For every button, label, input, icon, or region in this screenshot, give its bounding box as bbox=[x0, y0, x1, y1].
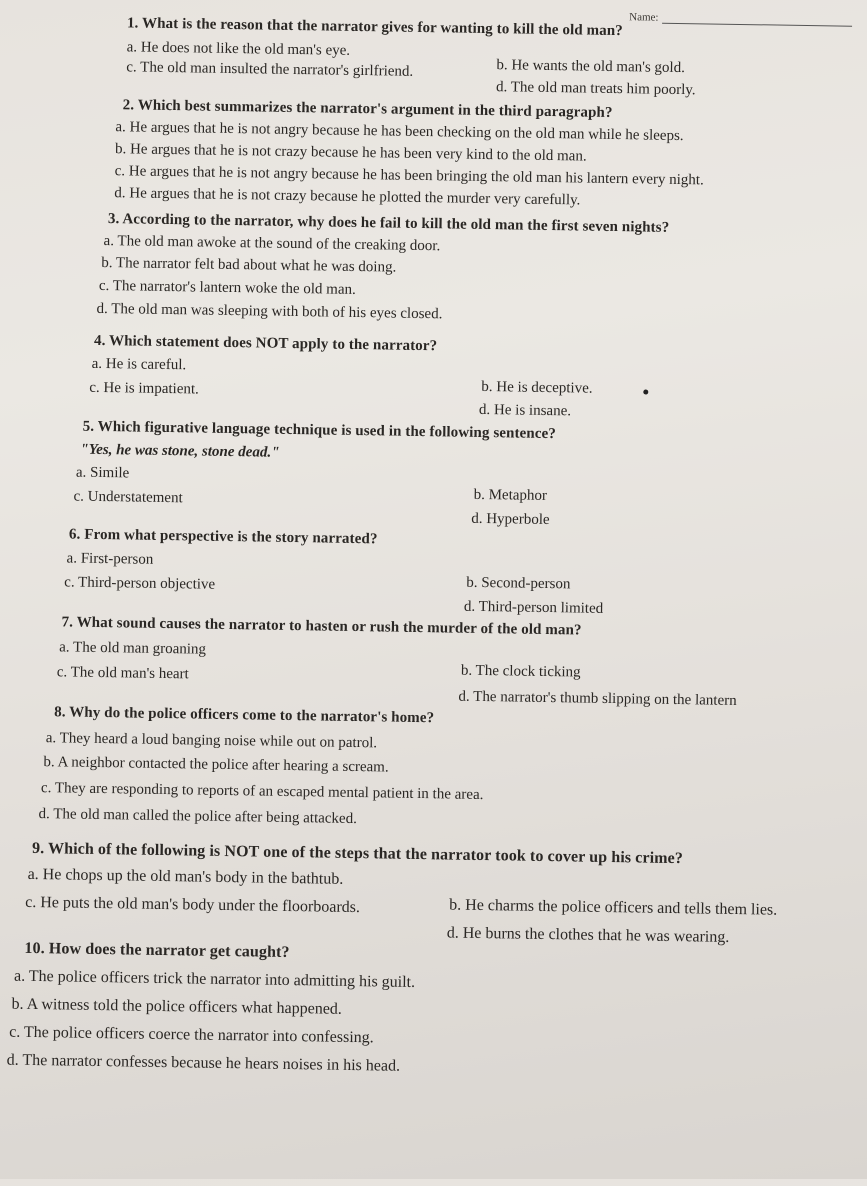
q6-option-c: c. Third-person objective bbox=[64, 574, 216, 593]
name-label: Name: bbox=[629, 11, 659, 24]
q4-option-d: d. He is insane. bbox=[478, 401, 572, 420]
q6-option-d: d. Third-person limited bbox=[463, 598, 604, 617]
question-2: 2. Which best summarizes the narrator's argument in the third paragraph? bbox=[122, 97, 613, 121]
q6-option-b: b. Second-person bbox=[466, 574, 571, 593]
q3-option-c: c. The narrator's lantern woke the old man. bbox=[98, 277, 356, 298]
q5-quote: "Yes, he was stone, stone dead." bbox=[80, 441, 280, 461]
q3-option-d: d. The old man was sleeping with both of his eyes closed. bbox=[96, 300, 443, 323]
q10-option-d: d. The narrator confesses because he hears noises in his head. bbox=[6, 1051, 401, 1075]
q2-option-d: d. He argues that he is not crazy because he plotted the murder very carefully. bbox=[114, 185, 581, 209]
question-8: 8. Why do the police officers come to the narrator's home? bbox=[54, 704, 435, 727]
q5-option-a: a. Simile bbox=[75, 464, 130, 482]
q1-option-d: d. The old man treats him poorly. bbox=[495, 79, 696, 99]
q7-option-a: a. The old man groaning bbox=[59, 639, 207, 658]
q8-option-d: d. The old man called the police after being attacked. bbox=[38, 806, 358, 828]
q3-option-b: b. The narrator felt bad about what he was doing. bbox=[101, 254, 397, 276]
question-7: 7. What sound causes the narrator to hasten or rush the murder of the old man? bbox=[61, 614, 582, 639]
q1-option-b: b. He wants the old man's gold. bbox=[496, 57, 686, 77]
q5-option-b: b. Metaphor bbox=[473, 486, 548, 504]
question-3: 3. According to the narrator, why does he fail to kill the old man the first seven nights? bbox=[107, 211, 670, 236]
q6-option-a: a. First-person bbox=[66, 550, 154, 568]
q5-option-d: d. Hyperbole bbox=[471, 510, 550, 529]
q7-option-b: b. The clock ticking bbox=[460, 662, 581, 681]
question-1: 1. What is the reason that the narrator gives for wanting to kill the old man? bbox=[126, 15, 623, 40]
q4-option-c: c. He is impatient. bbox=[89, 379, 199, 398]
question-6: 6. From what perspective is the story narrated? bbox=[68, 526, 378, 548]
q9-option-c: c. He puts the old man's body under the floorboards. bbox=[25, 893, 361, 917]
question-5: 5. Which figurative language technique is used in the following sentence? bbox=[82, 418, 557, 443]
question-10: 10. How does the narrator get caught? bbox=[24, 939, 290, 961]
pen-dot-mark bbox=[643, 389, 648, 394]
q10-option-a: a. The police officers trick the narrator into admitting his guilt. bbox=[13, 967, 416, 991]
q2-option-a: a. He argues that he is not angry because he has been checking on the old man while he sleeps. bbox=[115, 119, 684, 145]
question-4: 4. Which statement does NOT apply to the narrator? bbox=[93, 332, 438, 355]
q7-option-c: c. The old man's heart bbox=[56, 664, 189, 683]
q4-option-a: a. He is careful. bbox=[91, 355, 187, 374]
q1-option-c: c. The old man insulted the narrator's girlfriend. bbox=[126, 59, 414, 80]
q8-option-b: b. A neighbor contacted the police after hearing a scream. bbox=[43, 754, 389, 776]
q9-option-d: d. He burns the clothes that he was wearing. bbox=[446, 924, 730, 946]
q3-option-a: a. The old man awoke at the sound of the creaking door. bbox=[103, 232, 441, 255]
question-9: 9. Which of the following is NOT one of the steps that the narrator took to cover up his crime? bbox=[31, 839, 684, 868]
q8-option-c: c. They are responding to reports of an escaped mental patient in the area. bbox=[40, 780, 484, 804]
name-field bbox=[629, 11, 852, 27]
q10-option-c: c. The police officers coerce the narrator into confessing. bbox=[9, 1023, 374, 1047]
q9-option-a: a. He chops up the old man's body in the bathtub. bbox=[27, 865, 344, 888]
q10-option-b: b. A witness told the police officers what happened. bbox=[11, 995, 342, 1018]
q5-option-c: c. Understatement bbox=[73, 488, 183, 507]
q2-option-c: c. He argues that he is not angry because he has been bringing the old man his lantern every night. bbox=[114, 163, 704, 189]
q9-option-b: b. He charms the police officers and tells them lies. bbox=[449, 896, 778, 919]
q8-option-a: a. They heard a loud banging noise while out on patrol. bbox=[45, 730, 378, 752]
q2-option-b: b. He argues that he is not crazy because he has been very kind to the old man. bbox=[114, 141, 587, 165]
q4-option-b: b. He is deceptive. bbox=[481, 378, 593, 397]
q7-option-d: d. The narrator's thumb slipping on the lantern bbox=[458, 688, 737, 709]
name-underline bbox=[662, 13, 852, 27]
q1-option-a: a. He does not like the old man's eye. bbox=[126, 39, 351, 59]
